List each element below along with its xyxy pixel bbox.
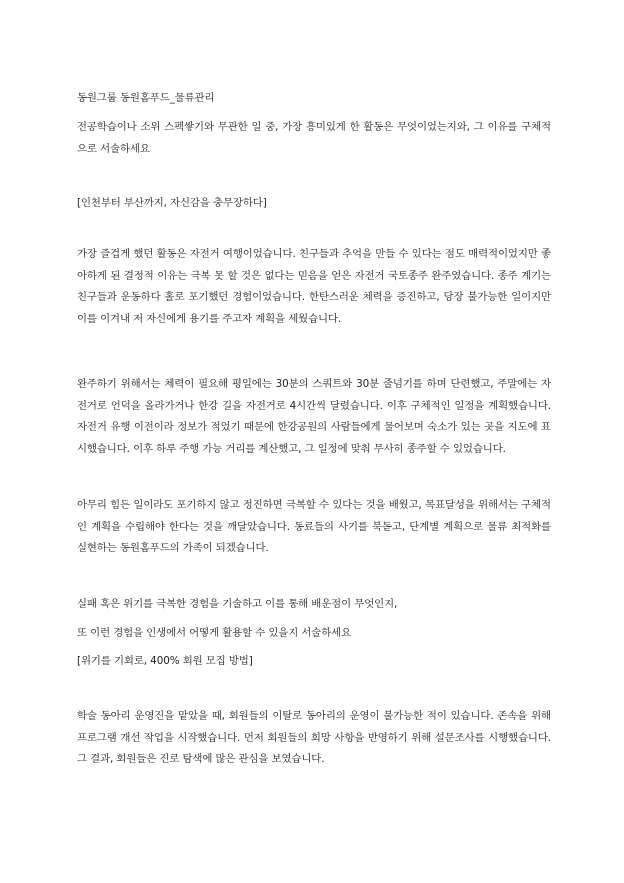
question-1-heading: [인천부터 부산까지, 자신감을 충무장하다] <box>77 197 267 209</box>
answer-1-paragraph-1: 가장 즐겁게 했던 활동은 자전거 여행이었습니다. 친구들과 추억을 만들 수 있다는 점도 매력적이었지만 좋아하게 된 결정적 이유는 극복 못 할 것은 없다는 믿음을 얻은 자전거 국토종주 완주였습니다. 종주 계기는 친구들과 운동하다 홀로 포기했던 경험이었습니다. 한탄스러운 체력을 증진하고, 당장 불가능한 일이지만 이를 이겨내 저 자신에게 용기를 주고자 계획을 세웠습니다. <box>77 248 551 325</box>
question-2-prompt <box>77 594 551 673</box>
question-2-prompt-line-1: 실패 혹은 위기를 극복한 경험을 기술하고 이를 통해 배운점이 무엇인지, <box>77 598 398 610</box>
question-2-heading: [위기를 기회로, 400% 회원 모집 방법] <box>77 655 253 667</box>
question-2-prompt-line-2: 또 이런 경험을 인생에서 어떻게 활용할 수 있을지 서술하세요 <box>77 626 352 639</box>
answer-1-paragraph-2: 완주하기 위해서는 체력이 필요해 평일에는 30분의 스쿼트와 30분 줄넘기를 하며 단련했고, 주말에는 자전거로 언덕을 올라가거나 한강 길을 자전거로 4시간씩 달렸습니다. 이후 구체적인 일정을 계획했습니다. 자전거 유행 이전이라 정보가 적었기 때문에 한강공원의 사람들에게 물어보며 숙소가 있는 곳을 지도에 표시했습니다. 이후 하루 주행 가능 거리를 계산했고, 그 일정에 맞춰 무사히 종주할 수 있었습니다. <box>77 378 551 455</box>
document-header: 동원그룹 동원홈푸드_물류관리 <box>77 92 215 104</box>
answer-2-paragraph-1: 학술 동아리 운영진을 맡았을 때, 회원들의 이탈로 동아리의 운영이 불가능한 적이 있습니다. 존속을 위해 프로그램 개선 작업을 시작했습니다. 먼저 회원들의 희망 사항을 반영하기 위해 설문조사를 시행했습니다. 그 결과, 회원들은 진로 탐색에 많은 관심을 보였습니다. <box>77 710 551 765</box>
question-1-prompt: 전공학습이나 소위 스펙쌓기와 무관한 일 중, 가장 흥미있게 한 활동은 무엇이었는지와, 그 이유를 구체적으로 서술하세요 <box>77 121 551 155</box>
answer-1-paragraph-3: 아무리 힘든 일이라도 포기하지 않고 정진하면 극복할 수 있다는 것을 배웠고, 목표달성을 위해서는 구체적인 계획을 수립해야 한다는 것을 깨달았습니다. 동료들의 사기를 북돋고, 단계별 계획으로 물류 최적화를 실현하는 동원홈푸드의 가족이 되겠습니다. <box>77 499 551 554</box>
